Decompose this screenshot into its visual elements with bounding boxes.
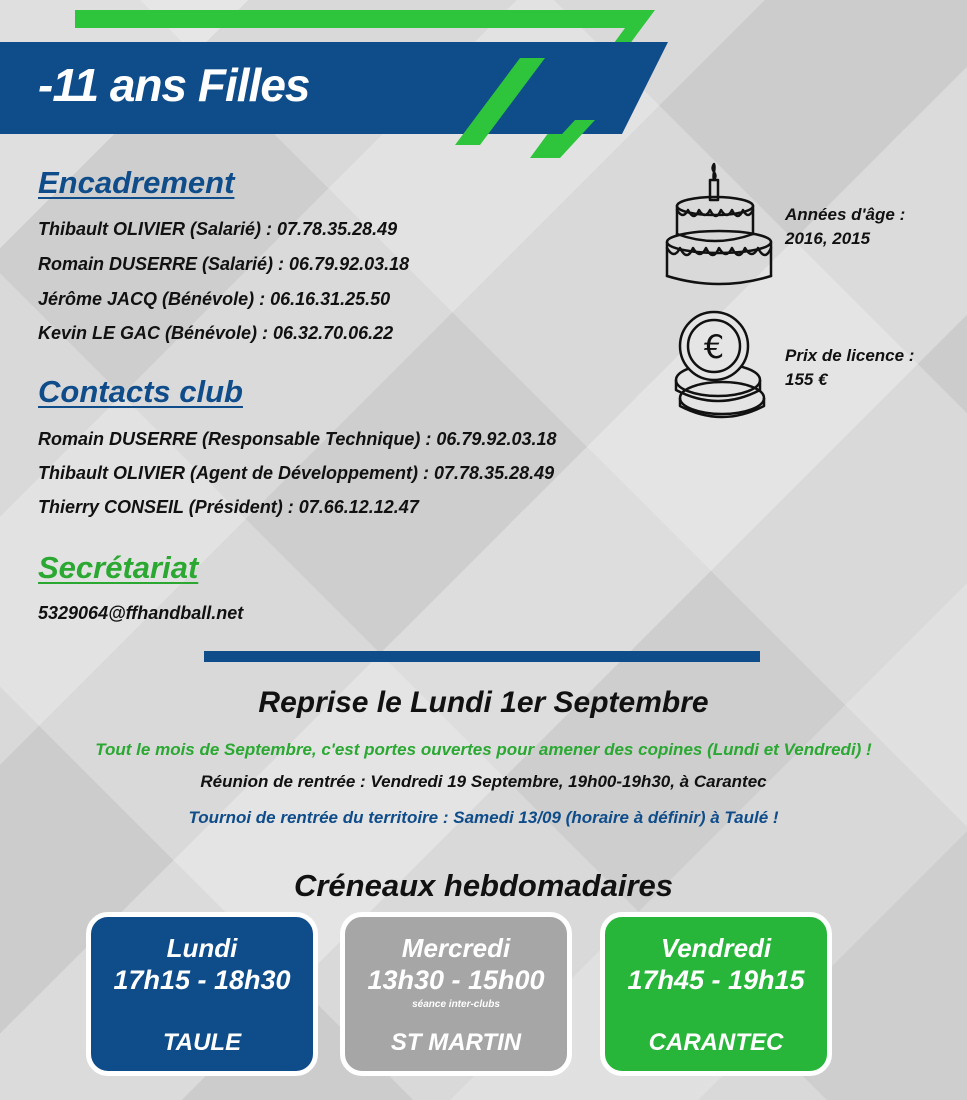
slot-place: CARANTEC [648,1029,784,1056]
slot-card-mercredi [340,912,572,1076]
slot-time: 17h45 - 19h15 [627,965,805,995]
slot-card-vendredi [600,912,832,1076]
slot-card-lundi [86,912,318,1076]
encadrement-line: Kevin LE GAC (Bénévole) : 06.32.70.06.22 [38,323,394,343]
slot-time: 17h15 - 18h30 [113,965,291,995]
contact-line: Thibault OLIVIER (Agent de Développement) : 07.78.35.28.49 [38,463,555,483]
section-divider [204,651,760,662]
reunion-text: Réunion de rentrée : Vendredi 19 Septembre, 19h00-19h30, à Carantec [200,772,767,791]
slot-note: séance inter-clubs [412,999,500,1010]
encadrement-title: Encadrement [38,165,235,200]
age-value: 2016, 2015 [785,229,871,248]
contact-line: Thierry CONSEIL (Président) : 07.66.12.12.47 [38,497,419,517]
page-title: -11 ans Filles [38,59,310,111]
age-label: Années d'âge : [785,205,906,224]
encadrement-line: Thibault OLIVIER (Salarié) : 07.78.35.28.49 [38,219,398,239]
tournoi-text: Tournoi de rentrée du territoire : Samedi 13/09 (horaire à définir) à Taulé ! [188,808,779,827]
contact-line: Romain DUSERRE (Responsable Technique) : 06.79.92.03.18 [38,429,557,449]
encadrement-line: Jérôme JACQ (Bénévole) : 06.16.31.25.50 [38,289,391,309]
birthday-cake-icon [664,160,780,297]
slot-place: TAULE [162,1029,242,1056]
portes-ouvertes-text: Tout le mois de Septembre, c'est portes ouvertes pour amener des copines (Lundi et Vendredi) ! [95,740,872,759]
secretariat-email: 5329064@ffhandball.net [38,603,244,623]
slot-day: Vendredi [660,933,772,963]
price-label: Prix de licence : [785,346,915,365]
euro-coins-icon [668,306,772,427]
creneaux-title: Créneaux hebdomadaires [293,868,674,903]
encadrement-line: Romain DUSERRE (Salarié) : 06.79.92.03.18 [38,254,410,274]
price-value: 155 € [785,370,828,389]
slot-day: Lundi [166,933,238,963]
reprise-title: Reprise le Lundi 1er Septembre [258,686,709,719]
slot-day: Mercredi [401,933,511,963]
secretariat-title: Secrétariat [38,550,199,585]
svg-text:€: € [703,328,725,366]
slot-place: ST MARTIN [390,1029,522,1056]
contacts-title: Contacts club [38,374,243,409]
slot-time: 13h30 - 15h00 [367,965,545,995]
